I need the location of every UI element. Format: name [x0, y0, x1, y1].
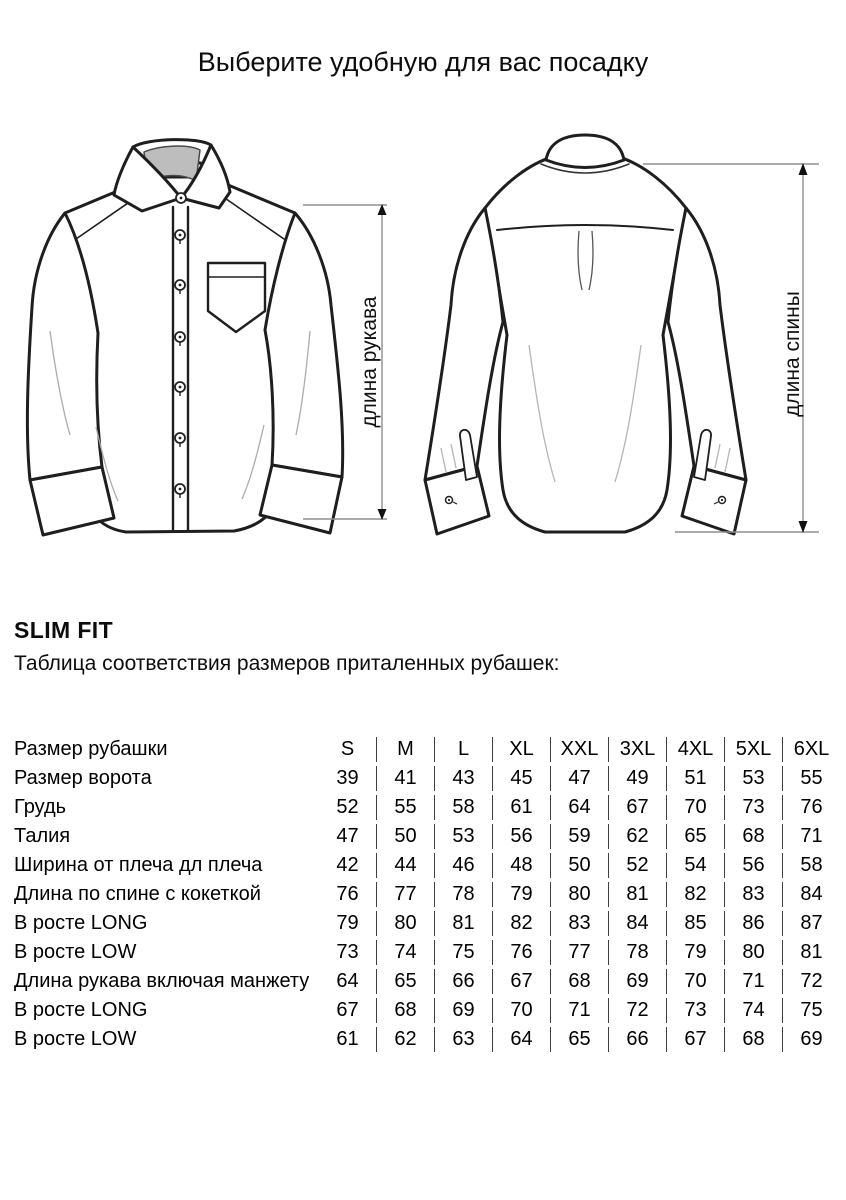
size-cell: 77: [376, 882, 434, 907]
size-cell: 6XL: [782, 737, 840, 762]
size-cell: 68: [550, 969, 608, 994]
size-cell: 66: [608, 1027, 666, 1052]
size-cell: 61: [492, 795, 550, 820]
row-label: Талия: [14, 825, 71, 847]
size-cell: 82: [492, 911, 550, 936]
size-cell: 53: [434, 824, 492, 849]
size-cell: 59: [550, 824, 608, 849]
size-cell: 75: [434, 940, 492, 965]
size-cell: 73: [666, 998, 724, 1023]
size-cell: 63: [434, 1027, 492, 1052]
row-label: В росте LONG: [14, 999, 148, 1021]
size-cell: 58: [434, 795, 492, 820]
size-cell: 4XL: [666, 737, 724, 762]
size-cell: 67: [608, 795, 666, 820]
size-cell: 70: [666, 969, 724, 994]
size-cell: 74: [724, 998, 782, 1023]
back-body: [485, 156, 686, 532]
size-cell: 47: [550, 766, 608, 791]
size-cell: 80: [376, 911, 434, 936]
size-cell: L: [434, 737, 492, 762]
size-cell: 51: [666, 766, 724, 791]
size-cell: 77: [550, 940, 608, 965]
size-cell: 68: [724, 1027, 782, 1052]
size-cell: 76: [782, 795, 840, 820]
row-label: В росте LONG: [14, 912, 148, 934]
table-row: [14, 824, 840, 849]
size-cell: 84: [608, 911, 666, 936]
size-cell: 53: [724, 766, 782, 791]
size-cell: 41: [376, 766, 434, 791]
size-cell: 76: [336, 883, 359, 905]
row-label: В росте LOW: [14, 1028, 137, 1050]
row-label: В росте LOW: [14, 941, 137, 963]
size-cell: 62: [608, 824, 666, 849]
size-cell: 58: [782, 853, 840, 878]
size-cell: 50: [550, 853, 608, 878]
size-cell: 45: [492, 766, 550, 791]
size-cell: 81: [434, 911, 492, 936]
front-shirt-illustration: [20, 135, 395, 590]
size-cell: 68: [376, 998, 434, 1023]
row-label: Длина рукава включая манжету: [14, 970, 310, 992]
size-cell: 46: [434, 853, 492, 878]
size-cell: 72: [608, 998, 666, 1023]
table-row: [14, 940, 840, 965]
size-cell: 69: [434, 998, 492, 1023]
size-header-row: [14, 737, 840, 762]
size-cell: 70: [666, 795, 724, 820]
table-row: [14, 1027, 840, 1052]
back-length-label: длина спины: [781, 291, 804, 417]
size-cell: 48: [492, 853, 550, 878]
size-cell: 65: [376, 969, 434, 994]
size-cell: XL: [492, 737, 550, 762]
size-cell: XXL: [550, 737, 608, 762]
page-title: Выберите удобную для вас посадку: [197, 47, 649, 77]
size-cell: 50: [376, 824, 434, 849]
size-cell: 64: [550, 795, 608, 820]
back-collar: [546, 135, 624, 168]
size-cell: 73: [336, 941, 359, 963]
size-cell: 56: [724, 853, 782, 878]
size-cell: 81: [608, 882, 666, 907]
sleeve-length-label: длина рукава: [358, 296, 381, 428]
table-row: [14, 853, 840, 878]
size-cell: 72: [782, 969, 840, 994]
size-cell: 52: [608, 853, 666, 878]
size-cell: 49: [608, 766, 666, 791]
back-left-cuff: [425, 466, 489, 534]
size-cell: 73: [724, 795, 782, 820]
size-cell: 56: [492, 824, 550, 849]
size-cell: 87: [782, 911, 840, 936]
size-cell: 76: [492, 940, 550, 965]
size-cell: 67: [336, 999, 359, 1021]
size-cell: S: [340, 738, 355, 760]
size-cell: 54: [666, 853, 724, 878]
size-cell: 67: [666, 1027, 724, 1052]
size-cell: 3XL: [608, 737, 666, 762]
size-cell: 64: [492, 1027, 550, 1052]
size-cell: 66: [434, 969, 492, 994]
size-cell: 82: [666, 882, 724, 907]
size-cell: 79: [492, 882, 550, 907]
size-cell: 5XL: [724, 737, 782, 762]
size-cell: 55: [782, 766, 840, 791]
size-cell: 86: [724, 911, 782, 936]
size-cell: 44: [376, 853, 434, 878]
row-label: Длина по спине с кокеткой: [14, 883, 261, 905]
table-row: [14, 795, 840, 820]
size-cell: 68: [724, 824, 782, 849]
front-right-cuff: [260, 465, 342, 533]
size-cell: M: [376, 737, 434, 762]
size-cell: 75: [782, 998, 840, 1023]
size-cell: 79: [336, 912, 359, 934]
row-label: Размер рубашки: [14, 738, 168, 760]
table-row: [14, 882, 840, 907]
row-label: Грудь: [14, 796, 67, 818]
size-cell: 65: [666, 824, 724, 849]
size-cell: 74: [376, 940, 434, 965]
size-cell: 62: [376, 1027, 434, 1052]
table-row: [14, 969, 840, 994]
size-cell: 78: [608, 940, 666, 965]
size-table-body: [14, 737, 840, 1052]
size-cell: 47: [336, 825, 359, 847]
front-left-cuff: [30, 467, 114, 535]
size-cell: 52: [336, 796, 359, 818]
size-cell: 85: [666, 911, 724, 936]
size-cell: 67: [492, 969, 550, 994]
size-cell: 80: [724, 940, 782, 965]
size-cell: 61: [336, 1028, 359, 1050]
back-right-cuff: [682, 466, 746, 534]
table-row: [14, 998, 840, 1023]
size-table: [14, 733, 840, 1056]
row-label: Ширина от плеча дл плеча: [14, 854, 263, 876]
size-cell: 43: [434, 766, 492, 791]
back-shirt-illustration: [405, 130, 846, 590]
size-cell: 71: [550, 998, 608, 1023]
size-cell: 69: [608, 969, 666, 994]
size-cell: 70: [492, 998, 550, 1023]
size-cell: 81: [782, 940, 840, 965]
size-cell: 42: [336, 854, 359, 876]
fit-section-subtitle: Таблица соответствия размеров приталенных рубашек:: [14, 652, 560, 675]
size-cell: 69: [782, 1027, 840, 1052]
size-cell: 65: [550, 1027, 608, 1052]
size-cell: 83: [724, 882, 782, 907]
row-label: Размер ворота: [14, 767, 152, 789]
size-cell: 71: [724, 969, 782, 994]
table-row: [14, 911, 840, 936]
size-cell: 64: [336, 970, 359, 992]
fit-section-heading: SLIM FIT: [14, 617, 114, 643]
size-cell: 84: [782, 882, 840, 907]
size-cell: 71: [782, 824, 840, 849]
size-cell: 80: [550, 882, 608, 907]
size-cell: 79: [666, 940, 724, 965]
size-cell: 78: [434, 882, 492, 907]
size-cell: 39: [336, 767, 359, 789]
size-cell: 83: [550, 911, 608, 936]
size-cell: 55: [376, 795, 434, 820]
table-row: [14, 766, 840, 791]
